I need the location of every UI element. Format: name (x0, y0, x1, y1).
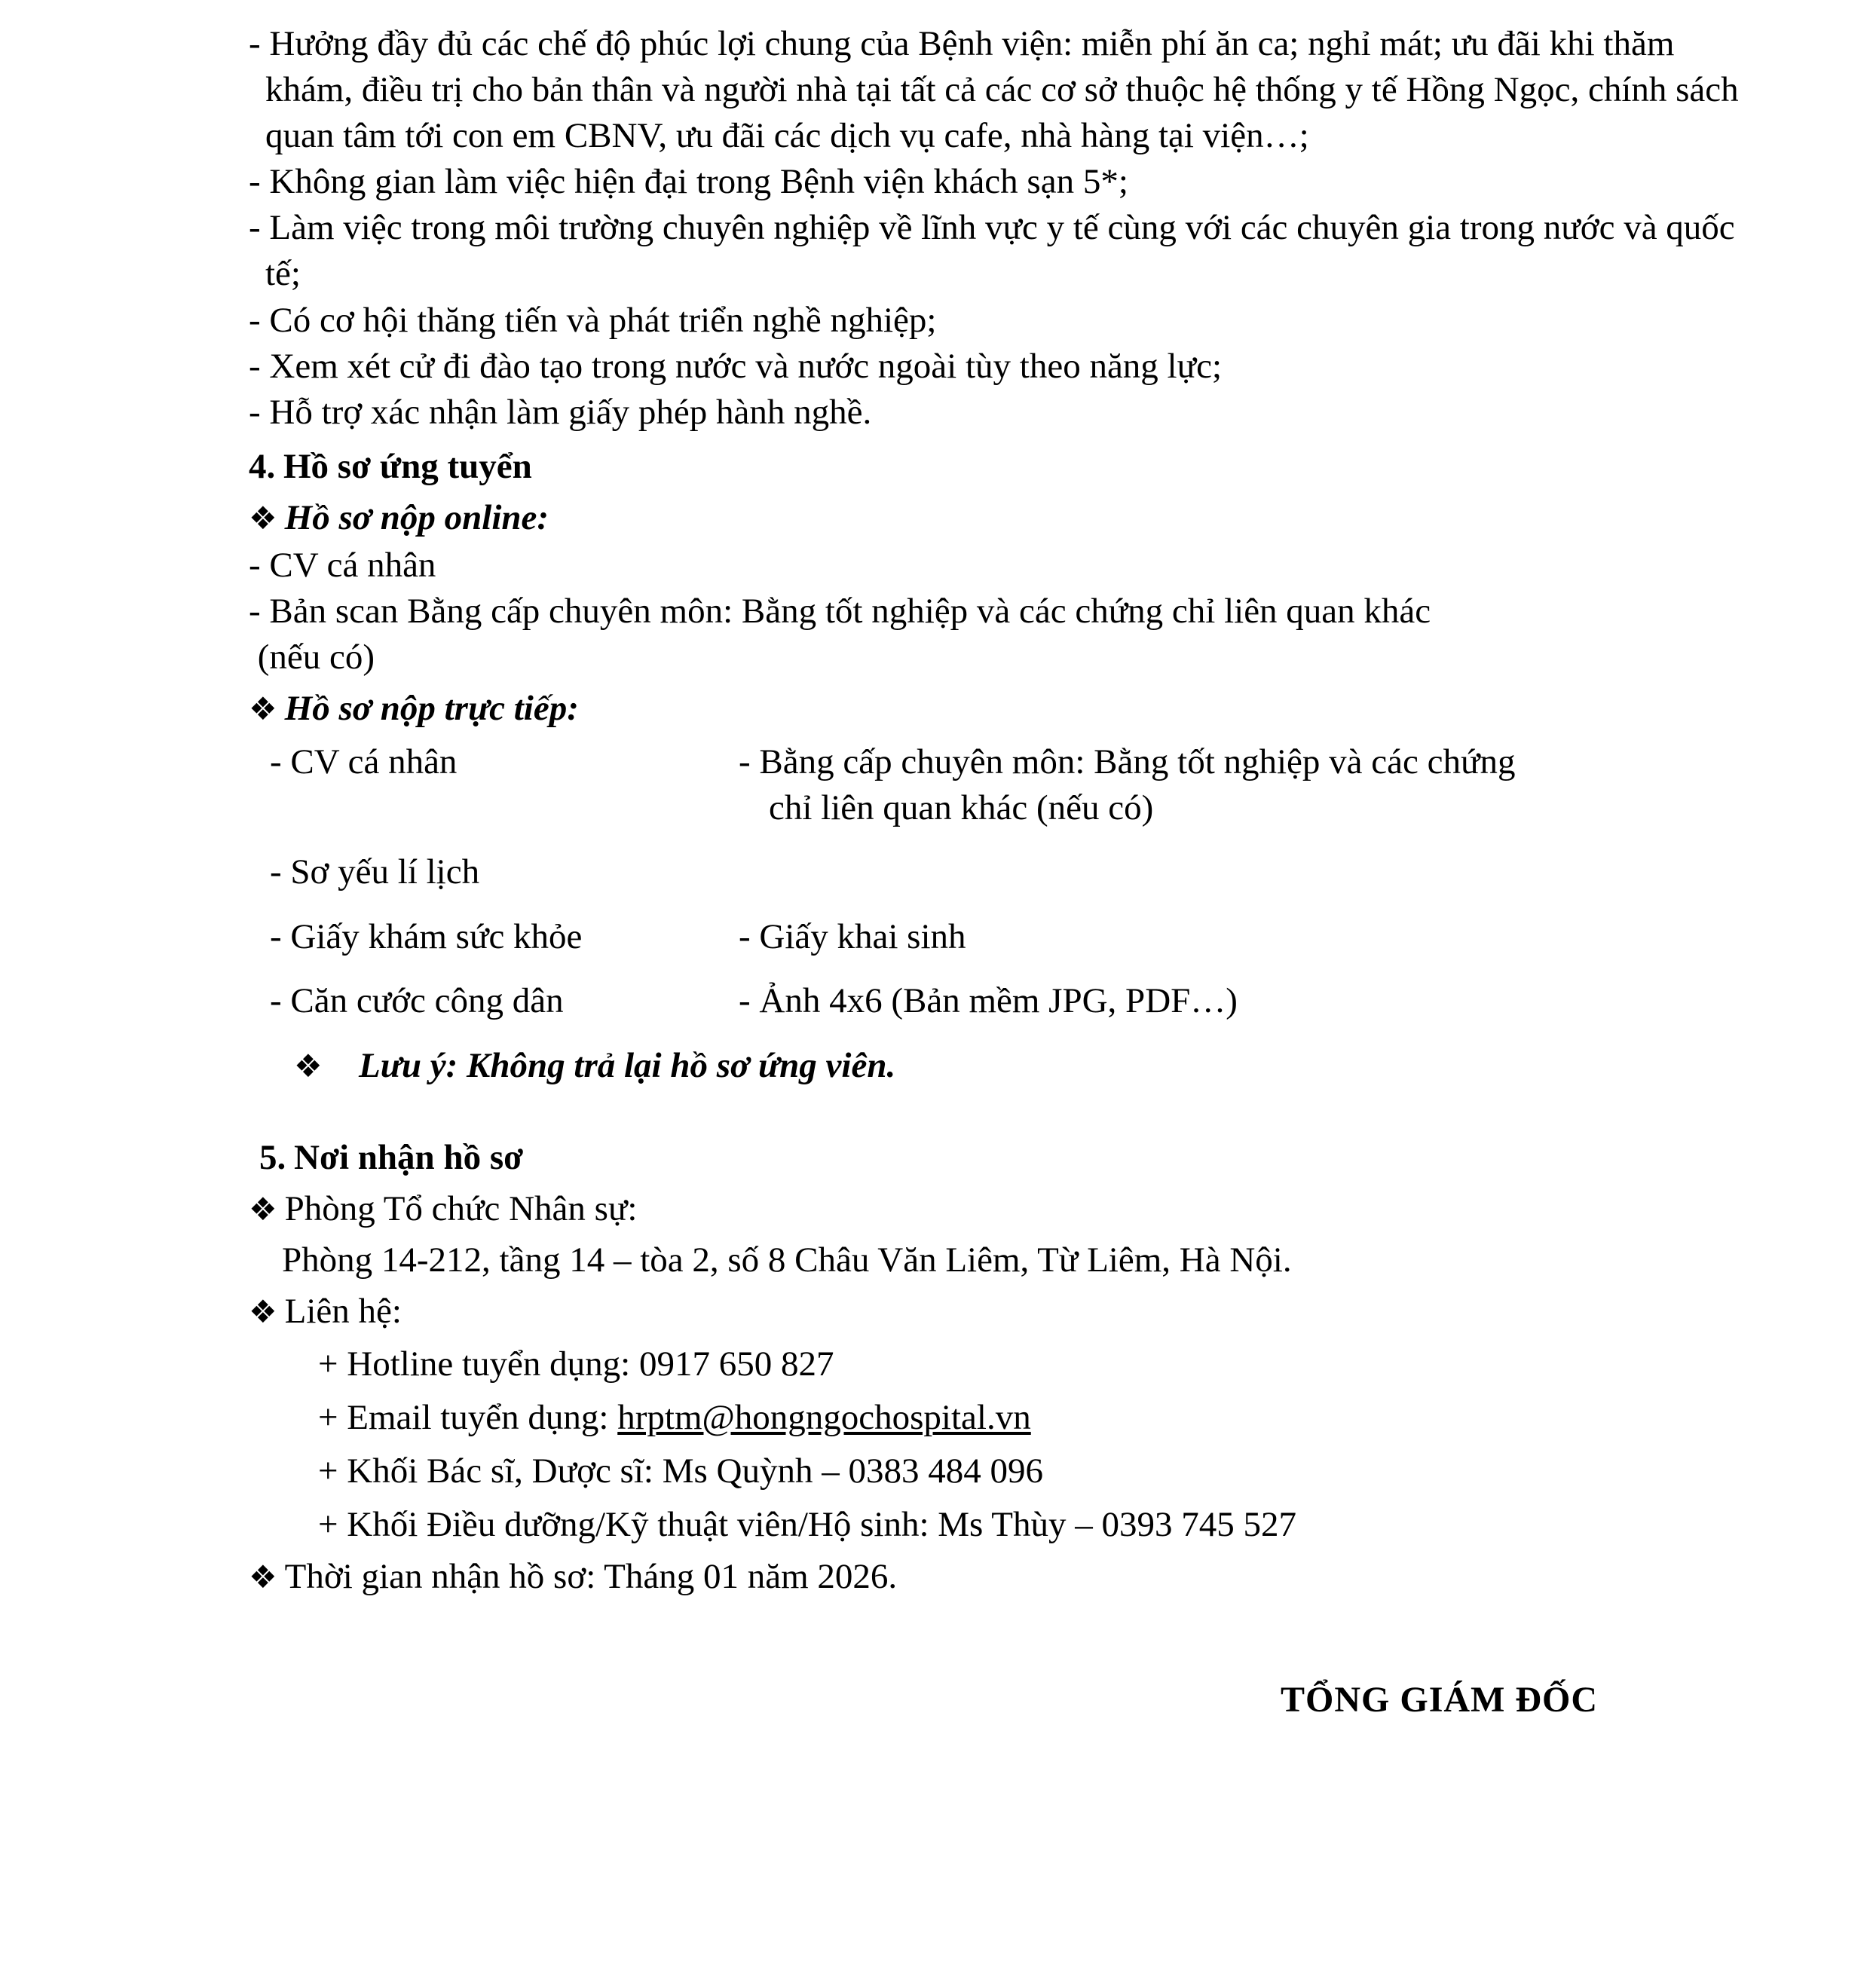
contact-email-link[interactable]: hrptm@hongngochospital.vn (617, 1397, 1031, 1437)
table-row (249, 849, 1756, 895)
section-4-number: 4. (249, 446, 276, 486)
direct-doc-right-1 (739, 739, 1756, 831)
diamond-bullet-icon: ❖ (249, 1292, 277, 1330)
benefit-item-5: - Xem xét cử đi đào tạo trong nước và nước ngoài tùy theo năng lực; (249, 346, 1223, 386)
direct-doc-right-1-line1: - Bằng cấp chuyên môn: Bằng tốt nghiệp và các chứng (739, 742, 1516, 782)
signature-title: TỔNG GIÁM ĐỐC (1281, 1680, 1598, 1720)
direct-doc-right-4: - Ảnh 4x6 (Bản mềm JPG, PDF…) (739, 980, 1238, 1020)
benefit-item-1: - Hưởng đầy đủ các chế độ phúc lợi chung của Bệnh viện: miễn phí ăn ca; nghỉ mát; ưu đãi khi thăm khám, điều trị cho bản thân và người nhà tại tất cả các cơ sở thuộc hệ thống y tế Hồng Ngọc, chính sách quan tâm tới con em CBNV, ưu đãi các dịch vụ cafe, nhà hàng tại viện…; (249, 24, 1748, 156)
direct-doc-right-3: - Giấy khai sinh (739, 916, 966, 956)
direct-submission-heading (249, 685, 1756, 732)
online-doc-item-2: - Bản scan Bằng cấp chuyên môn: Bằng tốt nghiệp và các chứng chỉ liên quan khác (249, 592, 1431, 631)
contact-doctor-line: + Khối Bác sĩ, Dược sĩ: Ms Quỳnh – 0383 484 096 (318, 1451, 1043, 1491)
section-5-heading (249, 1134, 1756, 1181)
online-submission-heading (249, 494, 1756, 541)
benefit-item-2: - Không gian làm việc hiện đại trong Bệnh viện khách sạn 5*; (249, 162, 1128, 202)
submission-deadline-text: Thời gian nhận hồ sơ: Tháng 01 năm 2026. (284, 1556, 898, 1596)
submission-deadline (249, 1553, 1756, 1600)
online-doc-item-1: - CV cá nhân (249, 545, 436, 585)
diamond-bullet-icon: ❖ (249, 1190, 277, 1228)
contact-hotline-value: 0917 650 827 (638, 1344, 834, 1384)
contact-email-label: + Email tuyển dụng: (318, 1397, 618, 1437)
hr-office-address: Phòng 14-212, tầng 14 – tòa 2, số 8 Châu Văn Liêm, Từ Liêm, Hà Nội. (282, 1240, 1292, 1280)
diamond-bullet-icon: ❖ (249, 690, 277, 728)
contact-heading (249, 1288, 1756, 1335)
benefit-item-6: - Hỗ trợ xác nhận làm giấy phép hành nghề. (249, 392, 872, 432)
benefit-item-4: - Có cơ hội thăng tiến và phát triển nghề nghiệp; (249, 300, 937, 340)
hr-office-label: Phòng Tổ chức Nhân sự: (284, 1188, 638, 1228)
contact-nurse-line: + Khối Điều dưỡng/Kỹ thuật viên/Hộ sinh: Ms Thùy – 0393 745 527 (318, 1504, 1296, 1544)
direct-doc-left-1: - CV cá nhân (270, 742, 458, 782)
table-row (249, 914, 1756, 960)
table-row (249, 739, 1756, 831)
section-5-number: 5. (259, 1137, 286, 1177)
table-row (249, 978, 1756, 1024)
diamond-bullet-icon: ❖ (249, 1558, 277, 1595)
diamond-bullet-icon: ❖ (294, 1047, 323, 1084)
online-submission-label: Hồ sơ nộp online: (284, 497, 549, 537)
benefit-item-3: - Làm việc trong môi trường chuyên nghiệp về lĩnh vực y tế cùng với các chuyên gia trong nước và quốc tế; (249, 208, 1744, 294)
section-5-title: Nơi nhận hồ sơ (294, 1137, 524, 1177)
direct-submission-label: Hồ sơ nộp trực tiếp: (284, 689, 579, 729)
submission-note (249, 1042, 1756, 1089)
contact-hotline-label: + Hotline tuyển dụng: (318, 1344, 639, 1384)
hr-office-heading (249, 1185, 1756, 1232)
document-body (249, 21, 1756, 1601)
contact-label: Liên hệ: (284, 1291, 402, 1331)
direct-doc-left-4: - Căn cước công dân (270, 980, 564, 1020)
direct-doc-right-1-line2: chỉ liên quan khác (nếu có) (769, 788, 1154, 828)
direct-doc-left-3: - Giấy khám sức khỏe (270, 916, 583, 956)
direct-doc-left-2: - Sơ yếu lí lịch (270, 852, 480, 892)
section-4-title: Hồ sơ ứng tuyển (283, 446, 532, 486)
contact-hotline (249, 1341, 1756, 1388)
direct-submission-table (249, 739, 1756, 1023)
diamond-bullet-icon: ❖ (249, 499, 277, 537)
submission-note-text: Lưu ý: Không trả lại hồ sơ ứng viên. (359, 1045, 896, 1085)
section-4-heading (249, 443, 1756, 490)
contact-email (249, 1394, 1756, 1442)
online-doc-item-2-wrap: (nếu có) (249, 638, 375, 677)
